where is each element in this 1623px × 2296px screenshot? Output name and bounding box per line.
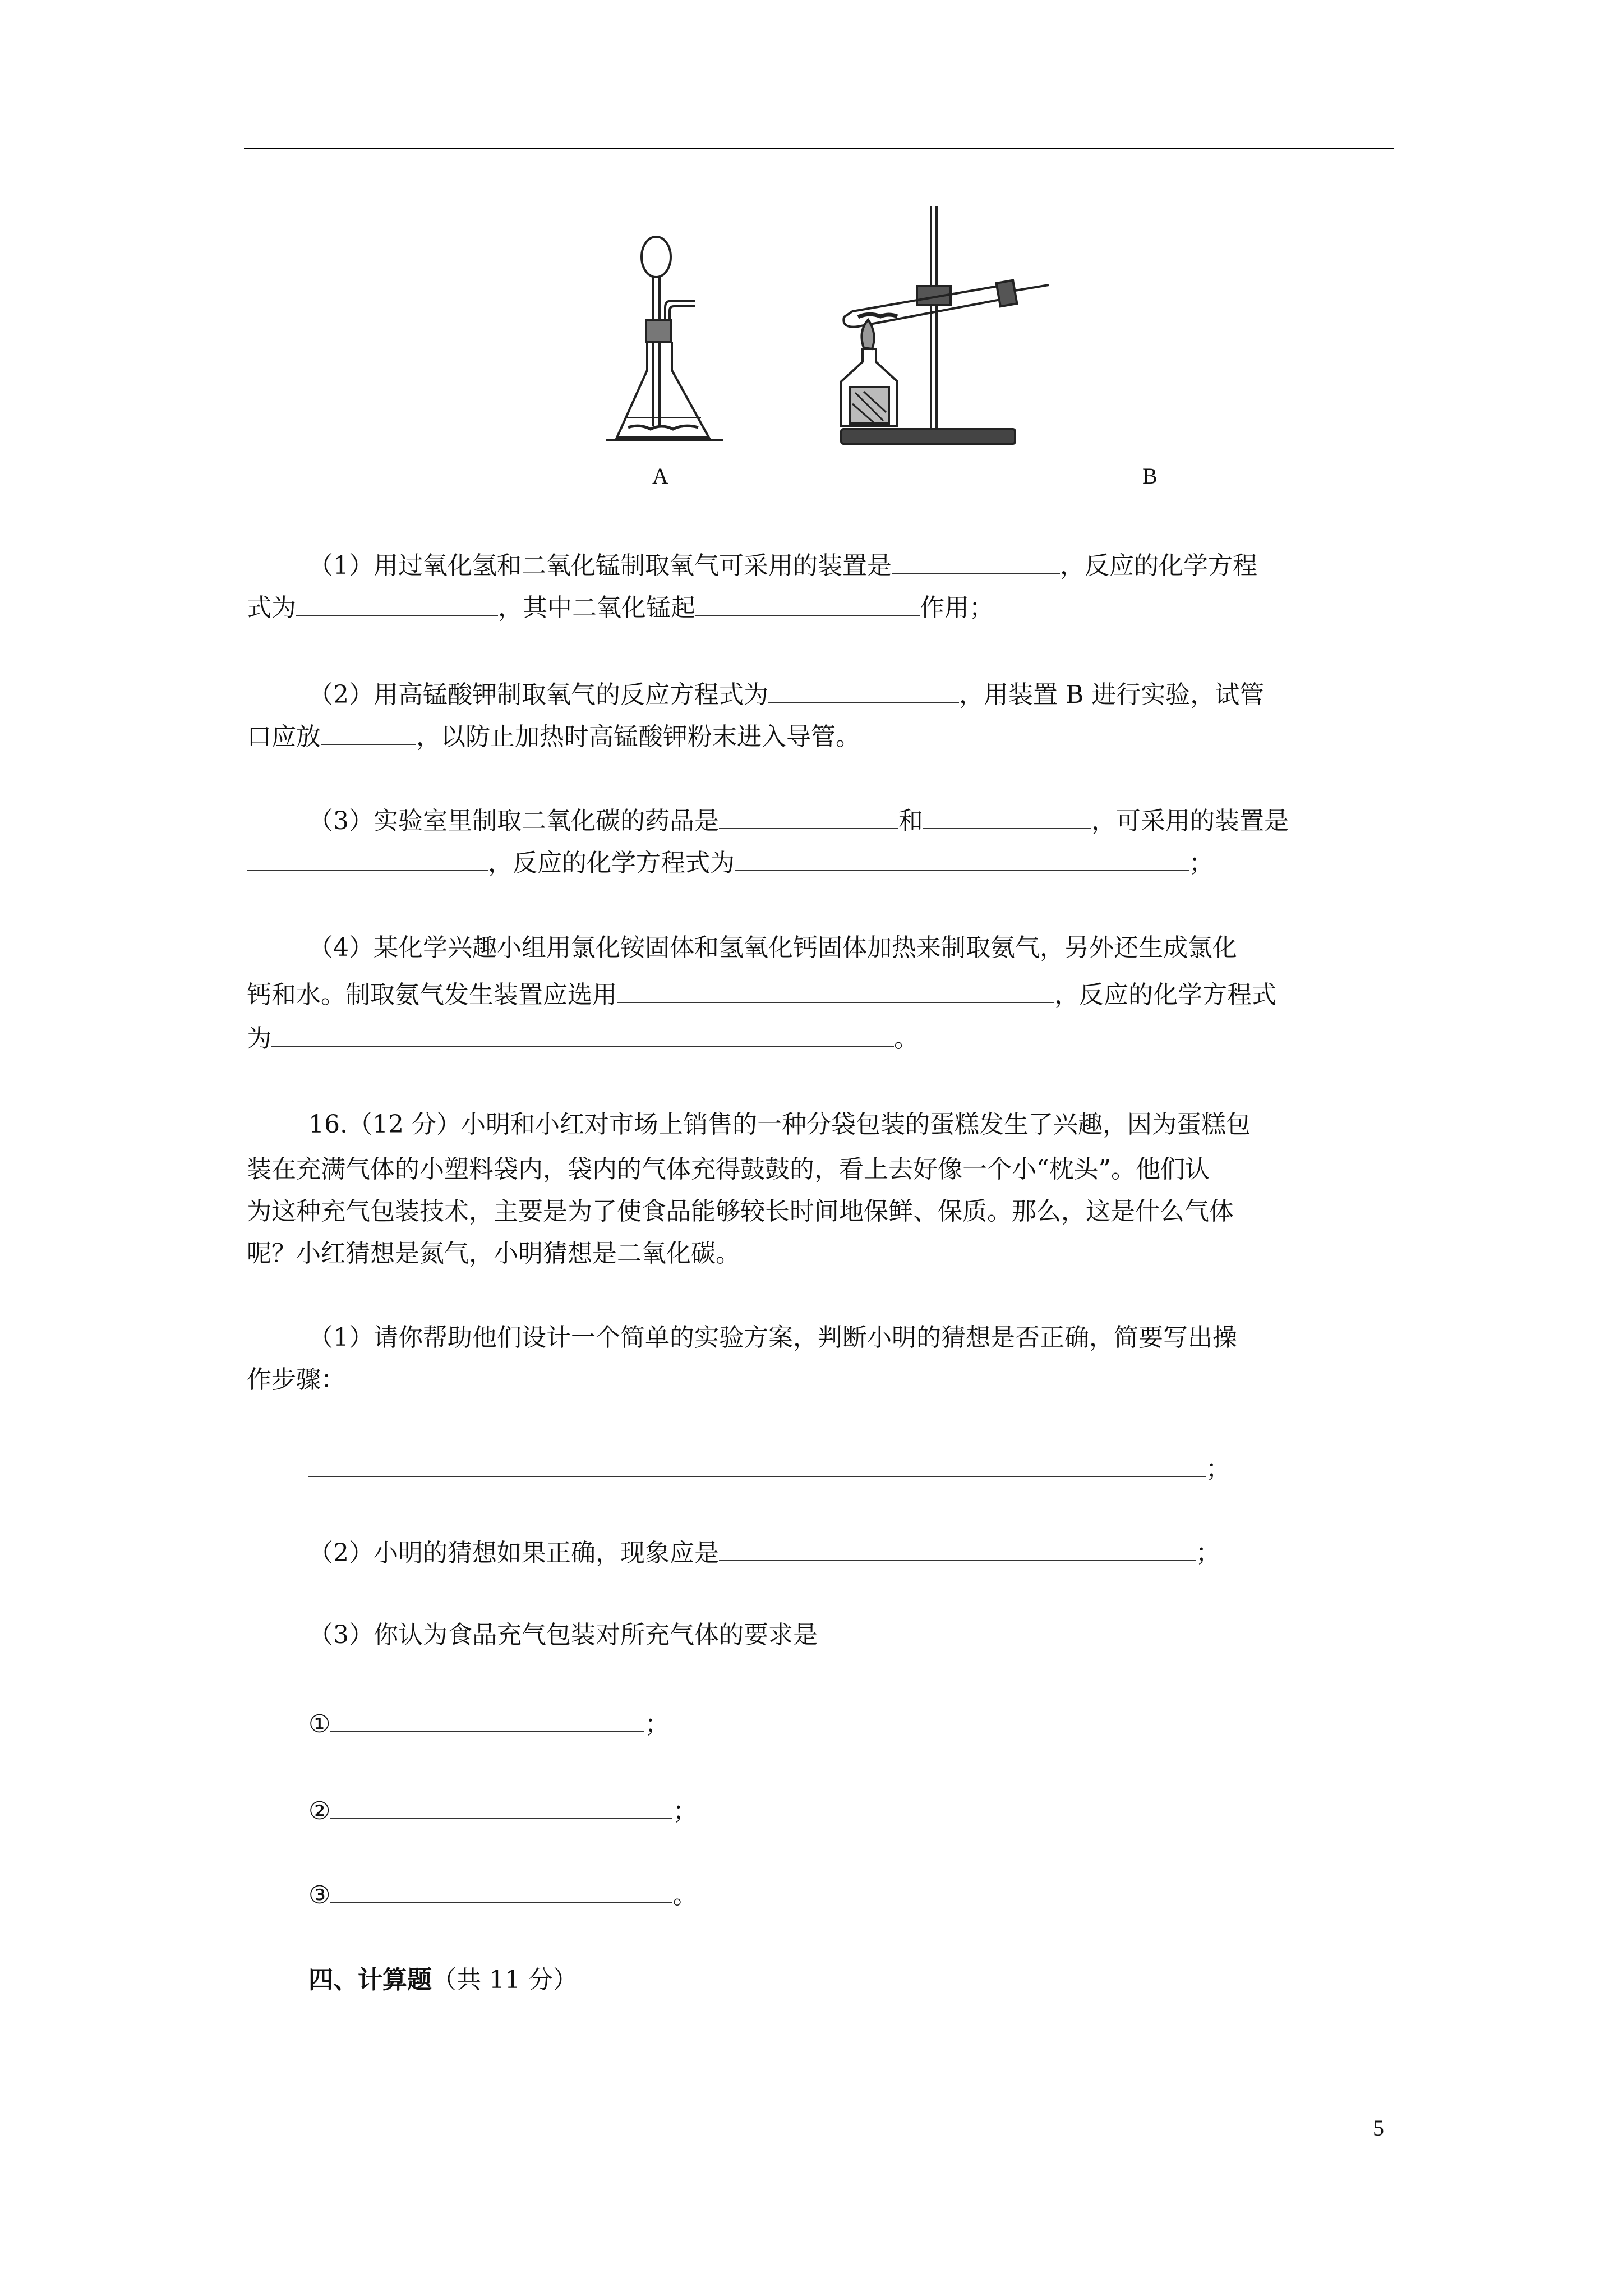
q15-p1-text-3: 式为 [247,593,296,622]
q16-r1-line [308,1705,669,1741]
q16-s2-blank-phenomenon[interactable] [719,1534,1196,1561]
q16-r3-marker: ③ [308,1881,331,1910]
q15-p2-line2 [247,718,860,754]
q16-s3-line: （3）你认为食品充气包装对所充气体的要求是 [308,1621,818,1649]
figure-label-b: B [1142,463,1158,489]
q16-s2-text: （2）小明的猜想如果正确，现象应是 [308,1539,719,1567]
q16-s2-line [308,1534,1220,1570]
q16-r2-blank[interactable] [330,1792,672,1819]
q15-p4-text: 钙和水。制取氨气发生装置应选用 [247,981,617,1009]
q15-p4-blank-equation[interactable] [271,1020,894,1047]
q16-s1-line2: 作步骤： [247,1365,345,1394]
q15-p1-blank-equation[interactable] [296,589,498,616]
q15-p1-line2 [247,589,994,625]
q15-p4-text-2: ，反应的化学方程式 [1054,981,1276,1009]
q15-p3-text-4: ，反应的化学方程式为 [488,849,735,877]
q16-r3-end: 。 [672,1881,698,1910]
q15-p3-blank-apparatus[interactable] [247,844,488,871]
q15-p3-blank-equation[interactable] [735,844,1189,871]
apparatus-a-flask [606,237,723,440]
q16-s1-blank-steps[interactable] [308,1450,1206,1477]
q15-p1-text-2: ，反应的化学方程 [1060,551,1257,580]
q16-stem-line2: 装在充满气体的小塑料袋内，袋内的气体充得鼓鼓的，看上去好像一个小“枕头”。他们认 [247,1155,1210,1184]
q15-p2-line1 [308,676,1264,712]
q15-p2-text: （2）用高锰酸钾制取氧气的反应方程式为 [308,680,768,709]
q15-p3-text-5: ； [1189,849,1214,877]
q15-p1-text-4: ，其中二氧化锰起 [498,593,695,622]
q16-r1-blank[interactable] [330,1705,644,1732]
q15-p4-line2 [247,976,1276,1012]
q15-p4-text-4: 。 [894,1024,919,1053]
q15-p3-blank-reagent-2[interactable] [923,802,1091,829]
section4-heading [308,1963,578,1997]
q16-s1-answer [308,1450,1230,1486]
q16-s2-text-2: ； [1196,1539,1220,1567]
q15-p4-line3 [247,1020,919,1056]
section4-title: 四、计算题 [308,1966,432,1994]
q16-r2-end: ； [672,1797,698,1825]
page-number: 5 [1373,2115,1384,2141]
q16-stem-line1: 16.（12 分）小明和小红对市场上销售的一种分袋包装的蛋糕发生了兴趣，因为蛋糕包 [308,1110,1251,1139]
header-rule [244,148,1394,149]
section4-score: （共 11 分） [432,1966,578,1994]
q16-r3-blank[interactable] [330,1876,672,1903]
q15-p3-line1 [308,802,1289,838]
q15-p2-text-4: ，以防止加热时高锰酸钾粉末进入导管。 [416,723,860,751]
q16-r2-line [308,1792,697,1828]
q15-p3-line2 [247,844,1214,880]
q15-p4-text-3: 为 [247,1024,271,1053]
q15-p3-text-2: 和 [898,807,923,835]
q16-s1-end: ； [1206,1455,1230,1483]
q15-p3-blank-reagent-1[interactable] [719,802,898,829]
q15-p2-text-2: ，用装置 B 进行实验，试管 [959,680,1265,709]
q16-r1-marker: ① [308,1710,331,1738]
apparatus-b-heating [841,206,1049,444]
q15-p2-text-3: 口应放 [247,723,321,751]
q16-r3-line [308,1876,697,1912]
q16-s1-line1: （1）请你帮助他们设计一个简单的实验方案，判断小明的猜想是否正确，简要写出操 [308,1323,1237,1352]
q15-p3-text-3: ，可采用的装置是 [1091,807,1289,835]
q15-p1-blank-apparatus[interactable] [892,547,1060,574]
q15-p2-blank-cotton[interactable] [321,718,416,745]
figure-label-a: A [652,463,668,489]
q15-p1-text: （1）用过氧化氢和二氧化锰制取氧气可采用的装置是 [308,551,892,580]
q15-p4-blank-apparatus[interactable] [617,976,1054,1003]
q15-p1-blank-role[interactable] [695,589,920,616]
apparatus-figure [594,202,1077,454]
q15-p3-text: （3）实验室里制取二氧化碳的药品是 [308,807,719,835]
q16-stem-line3: 为这种充气包装技术，主要是为了使食品能够较长时间地保鲜、保质。那么，这是什么气体 [247,1197,1234,1226]
q15-p1-text-5: 作用； [920,593,994,622]
q15-p4-line1: （4）某化学兴趣小组用氯化铵固体和氢氧化钙固体加热来制取氨气，另外还生成氯化 [308,933,1237,962]
q16-r2-marker: ② [308,1797,331,1825]
q16-stem-line4: 呢？小红猜想是氮气，小明猜想是二氧化碳。 [247,1239,740,1268]
q15-p2-blank-equation[interactable] [768,676,959,703]
q15-p1-line1 [308,547,1257,583]
q16-r1-end: ； [644,1710,670,1738]
